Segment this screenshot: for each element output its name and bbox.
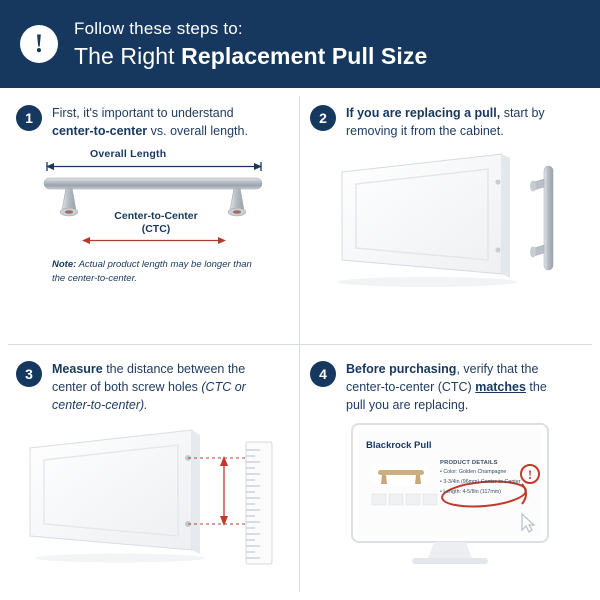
header-text-group <box>74 19 427 70</box>
step-panel-4 <box>304 350 590 594</box>
step-panel-3 <box>10 350 296 594</box>
step-panel-2 <box>304 94 590 344</box>
overall-length-arrow <box>46 162 262 171</box>
step-panel-1 <box>10 94 296 344</box>
header-title <box>74 43 427 70</box>
header-title-bold: Replacement Pull Size <box>181 42 428 69</box>
ctc-label-line2: (CTC) <box>141 223 171 236</box>
header-banner <box>0 0 600 88</box>
ctc-label-line1: Center-to-Center <box>114 210 198 223</box>
note-prefix: Note: <box>52 259 77 271</box>
ruler-measure-svg <box>20 418 292 570</box>
step-2-text-a: If you are replacing a pull, <box>346 106 501 120</box>
product-detail-1: • Color: Golden Champagne <box>440 469 507 476</box>
steps-grid <box>0 88 600 600</box>
product-detail-3: • Length: 4-5/8in (117mm) <box>440 489 501 496</box>
step-3-heading <box>10 350 296 414</box>
measuring-screw-holes-illustration <box>20 418 292 568</box>
ctc-label <box>76 210 236 236</box>
ctc-arrow <box>82 236 226 245</box>
step-1-text-a: First, it's important to understand <box>52 106 234 120</box>
monitor-product-title-wrap <box>366 440 486 451</box>
step-3-text <box>52 360 264 414</box>
step-4-text <box>346 360 558 414</box>
product-page-monitor-illustration <box>344 418 584 568</box>
product-detail-2: • 3-3/4in (96mm) Center-to-Center <box>440 479 521 486</box>
step-2-text <box>346 104 558 140</box>
length-note <box>52 258 264 286</box>
cabinet-door-svg <box>312 142 582 292</box>
cabinet-door-removal-illustration <box>312 142 582 292</box>
exclamation-icon <box>20 25 58 63</box>
product-details-heading: PRODUCT DETAILS <box>440 460 498 467</box>
step-4-text-c: matches <box>475 380 526 395</box>
svg-text:!: ! <box>527 467 533 483</box>
header-subtitle: Follow these steps to: <box>74 18 243 38</box>
pull-measurement-diagram <box>28 148 280 298</box>
step-3-text-a: Measure <box>52 362 103 376</box>
step-4-text-b: , verify that the center-to-center (CTC) <box>346 362 539 395</box>
exclamation-glyph: ! <box>34 29 44 58</box>
monitor-details-wrap <box>440 460 526 496</box>
step-4-heading <box>304 350 590 414</box>
step-2-text-b: start by removing it from the cabinet. <box>346 106 545 139</box>
step-3-number: 3 <box>16 361 42 387</box>
step-4-number: 4 <box>310 361 336 387</box>
step-3-text-b: the distance between the center of both screw holes <box>52 362 246 395</box>
step-1-text-b: center-to-center <box>52 124 148 139</box>
product-title: Blackrock Pull <box>366 440 432 452</box>
step-1-text <box>52 104 264 140</box>
header-title-light: The Right <box>74 42 182 69</box>
step-2-number: 2 <box>310 105 336 131</box>
step-2-heading <box>304 94 590 140</box>
step-4-text-d: the pull you are replacing. <box>346 380 547 413</box>
step-1-number: 1 <box>16 105 42 131</box>
step-1-text-c: vs. overall length. <box>147 124 248 139</box>
step-3-text-c: (CTC or center-to-center). <box>52 380 246 413</box>
step-4-text-a: Before purchasing <box>346 362 457 376</box>
step-1-heading <box>10 94 296 140</box>
overall-length-label: Overall Length <box>90 148 167 161</box>
note-body: Actual product length may be longer than the center-to-center. <box>52 259 252 285</box>
